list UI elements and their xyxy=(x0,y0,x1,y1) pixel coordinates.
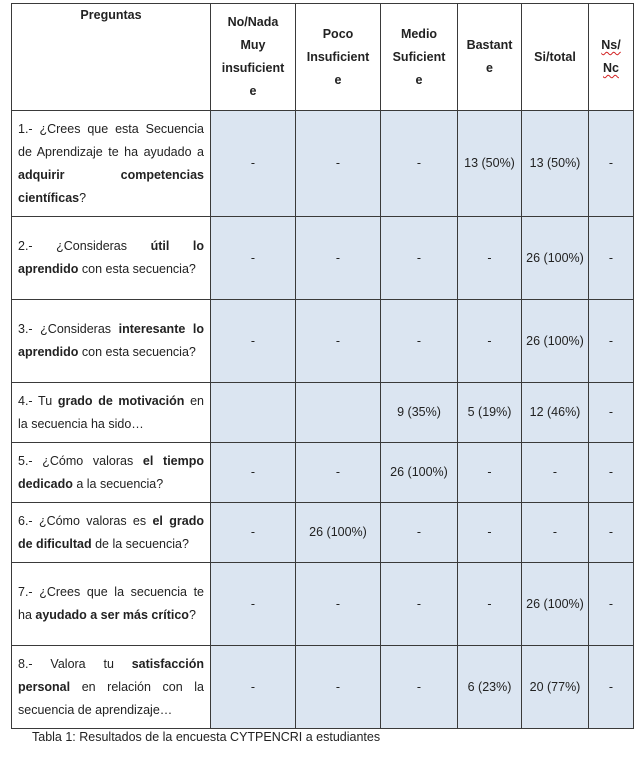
value-cell-bastante: 6 (23%) xyxy=(458,646,522,729)
table-row xyxy=(12,300,634,383)
value-cell-si-total: 20 (77%) xyxy=(522,646,589,729)
value-cell-ns-nc: - xyxy=(589,300,634,383)
value-cell-bastante: 13 (50%) xyxy=(458,111,522,217)
header-line: e xyxy=(486,61,493,75)
value-cell-poco: - xyxy=(296,300,381,383)
question-text: 4.- Tu xyxy=(18,393,58,408)
value-cell-poco: - xyxy=(296,563,381,646)
header-line: Insuficient xyxy=(306,49,370,64)
value-cell-ns-nc: - xyxy=(589,646,634,729)
header-line: Suficient xyxy=(392,49,446,64)
header-ns-nc xyxy=(589,4,634,111)
header-line: No/Nada xyxy=(227,15,279,29)
value-cell-no-nada: - xyxy=(211,217,296,300)
value-cell-medio: - xyxy=(381,217,458,300)
question-cell xyxy=(12,646,211,729)
header-line: Si/total xyxy=(534,49,576,64)
table-row xyxy=(12,503,634,563)
question-text: en relación con la secuencia de aprendizaje… xyxy=(18,679,204,717)
value-cell-no-nada: - xyxy=(211,443,296,503)
header-si-total xyxy=(522,4,589,111)
value-cell-ns-nc: - xyxy=(589,383,634,443)
header-preguntas xyxy=(12,4,211,111)
question-text: con esta secuencia? xyxy=(78,345,196,359)
table-caption: Tabla 1: Resultados de la encuesta CYTPENCRI a estudiantes xyxy=(32,730,381,744)
question-text: 8.- Valora tu xyxy=(18,656,132,671)
value-cell-no-nada: - xyxy=(211,111,296,217)
value-cell-bastante: - xyxy=(458,563,522,646)
question-cell xyxy=(12,563,211,646)
table-row xyxy=(12,646,634,729)
question-text: 1.- ¿Crees que esta Secuencia de Aprendizaje te ha ayudado a xyxy=(18,121,204,159)
value-cell-ns-nc: - xyxy=(589,443,634,503)
header-line: Nc xyxy=(603,61,619,75)
header-line: Ns/ xyxy=(601,38,621,52)
question-bold-text: satisfacción personal xyxy=(18,656,204,694)
question-cell xyxy=(12,217,211,300)
question-text: 6.- ¿Cómo valoras es xyxy=(18,513,153,528)
value-cell-bastante: - xyxy=(458,300,522,383)
value-cell-si-total: 26 (100%) xyxy=(522,300,589,383)
value-cell-poco: 26 (100%) xyxy=(296,503,381,563)
value-cell-medio: - xyxy=(381,563,458,646)
value-cell-poco xyxy=(296,383,381,443)
header-row xyxy=(12,4,634,111)
value-cell-no-nada xyxy=(211,383,296,443)
question-text: 3.- ¿Consideras xyxy=(18,322,119,336)
value-cell-ns-nc: - xyxy=(589,217,634,300)
value-cell-si-total: - xyxy=(522,443,589,503)
value-cell-ns-nc: - xyxy=(589,563,634,646)
value-cell-poco: - xyxy=(296,111,381,217)
value-cell-poco: - xyxy=(296,217,381,300)
table-row xyxy=(12,111,634,217)
header-line: e xyxy=(334,72,342,87)
question-cell xyxy=(12,300,211,383)
question-text: ? xyxy=(188,608,196,622)
value-cell-no-nada: - xyxy=(211,646,296,729)
value-cell-medio: - xyxy=(381,503,458,563)
value-cell-medio: - xyxy=(381,646,458,729)
value-cell-ns-nc: - xyxy=(589,503,634,563)
table-row xyxy=(12,217,634,300)
value-cell-si-total: 26 (100%) xyxy=(522,563,589,646)
header-line: Muy xyxy=(240,38,266,52)
question-text: 2.- ¿Consideras xyxy=(18,239,151,253)
value-cell-no-nada: - xyxy=(211,503,296,563)
header-medio xyxy=(381,4,458,111)
value-cell-bastante: - xyxy=(458,503,522,563)
question-cell xyxy=(12,383,211,443)
value-cell-medio: 9 (35%) xyxy=(381,383,458,443)
question-cell xyxy=(12,503,211,563)
question-text: 7.- ¿Crees que la secuencia te ha xyxy=(18,585,204,622)
question-text: en la secuencia ha sido… xyxy=(18,393,204,431)
value-cell-medio: - xyxy=(381,300,458,383)
header-no-nada xyxy=(211,4,296,111)
question-cell xyxy=(12,111,211,217)
header-line: Medio xyxy=(400,26,438,41)
header-line: insuficient xyxy=(221,61,285,75)
header-poco xyxy=(296,4,381,111)
header-line: e xyxy=(415,72,423,87)
header-line: e xyxy=(249,84,257,98)
question-bold-text: grado de motivación xyxy=(57,393,185,408)
table-row xyxy=(12,443,634,503)
value-cell-bastante: - xyxy=(458,217,522,300)
question-text: 5.- ¿Cómo valoras xyxy=(18,453,143,468)
question-bold-text: ayudado a ser más crítico xyxy=(35,608,189,622)
value-cell-si-total: 26 (100%) xyxy=(522,217,589,300)
value-cell-no-nada: - xyxy=(211,563,296,646)
question-bold-text: el tiempo dedicado xyxy=(18,453,205,491)
header-line: Preguntas xyxy=(80,8,142,22)
question-bold-text: interesante lo aprendido xyxy=(18,322,204,359)
value-cell-medio: 26 (100%) xyxy=(381,443,458,503)
question-bold-text: adquirir competencias científicas xyxy=(18,167,204,205)
header-bastante xyxy=(458,4,522,111)
table-row xyxy=(12,383,634,443)
question-bold-text: útil lo aprendido xyxy=(18,239,204,276)
question-text: con esta secuencia? xyxy=(78,262,196,276)
value-cell-ns-nc: - xyxy=(589,111,634,217)
question-bold-text: el grado de dificultad xyxy=(18,513,204,551)
value-cell-bastante: 5 (19%) xyxy=(458,383,522,443)
question-cell xyxy=(12,443,211,503)
value-cell-medio: - xyxy=(381,111,458,217)
header-line: Poco xyxy=(322,26,354,41)
table-row xyxy=(12,563,634,646)
question-text: de la secuencia? xyxy=(91,536,189,551)
value-cell-poco: - xyxy=(296,443,381,503)
survey-results-table xyxy=(11,3,634,729)
value-cell-si-total: 12 (46%) xyxy=(522,383,589,443)
value-cell-si-total: - xyxy=(522,503,589,563)
value-cell-si-total: 13 (50%) xyxy=(522,111,589,217)
value-cell-bastante: - xyxy=(458,443,522,503)
question-text: a la secuencia? xyxy=(72,476,164,491)
header-line: Bastant xyxy=(466,38,513,52)
value-cell-no-nada: - xyxy=(211,300,296,383)
question-text: ? xyxy=(79,190,87,205)
value-cell-poco: - xyxy=(296,646,381,729)
